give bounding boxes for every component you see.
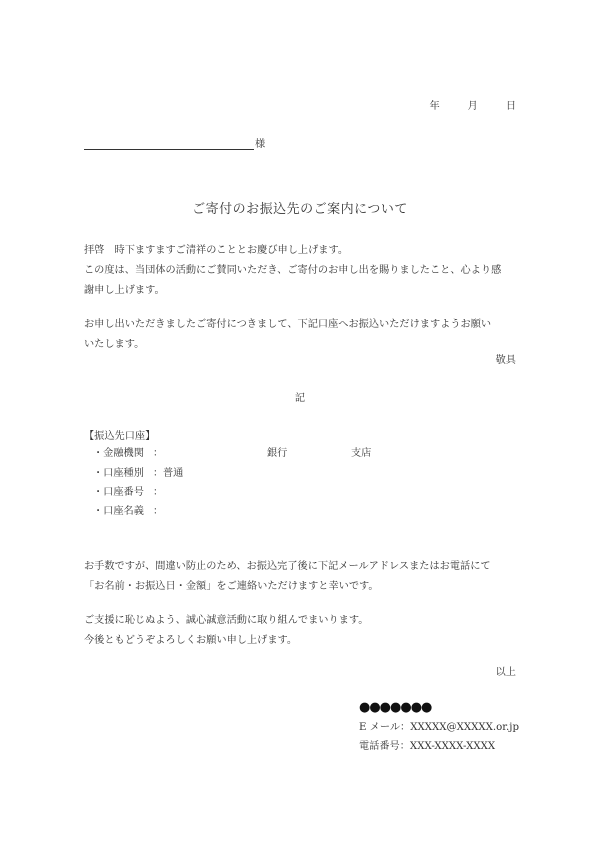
addressee-suffix: 様 <box>255 139 266 150</box>
date-year: 年 <box>429 101 440 112</box>
ki-marker: 記 <box>294 393 306 404</box>
sender-phone: 電話番号：XXX-XXXX-XXXX <box>359 741 496 752</box>
account-row-type: ・口座種別 ：普通 <box>93 468 184 479</box>
closing-keigu: 敬具 <box>495 355 516 366</box>
account-row-bank: ・金融機関 ： <box>93 448 164 459</box>
account-row-label: ・口座種別 <box>93 468 144 479</box>
document-title: ご寄付のお振込先のご案内について <box>192 202 408 217</box>
sender-email: E メール：XXXXX@XXXXX.or.jp <box>359 722 519 733</box>
account-heading: 【振込先口座】 <box>84 431 156 442</box>
closing-ijou: 以上 <box>495 667 516 678</box>
date-month: 月 <box>467 101 478 112</box>
greeting-line-3: 謝申し上げます。 <box>84 285 165 296</box>
greeting-line-2: この度は、当団体の活動にご賛同いただき、ご寄付のお申し出を賜りましたこと、心より感 <box>84 265 502 276</box>
account-row-label: ・口座番号 <box>93 487 144 498</box>
branch-suffix: 支店 <box>351 448 372 459</box>
account-row-label: ・口座名義 <box>93 506 144 517</box>
notice-line-2: 「お名前・お振込日・金額」をご連絡いただけますと幸いです。 <box>84 581 379 592</box>
account-row-number: ・口座番号 ： <box>93 487 164 498</box>
account-row-holder: ・口座名義 ： <box>93 506 164 517</box>
request-line-1: お申し出いただきましたご寄付につきまして、下記口座へお振込いただけますようお願い <box>84 319 492 330</box>
account-row-value: 普通 <box>163 468 184 479</box>
account-row-label: ・金融機関 <box>93 448 144 459</box>
date-day: 日 <box>505 101 516 112</box>
notice-line-1: お手数ですが、間違い防止のため、お振込完了後に下記メールアドレスまたはお電話にて <box>84 561 491 572</box>
thanks-line-2: 今後ともどうぞよろしくお願い申し上げます。 <box>84 635 298 646</box>
addressee-blank-line <box>84 149 254 150</box>
request-line-2: いたします。 <box>84 339 145 350</box>
bank-suffix: 銀行 <box>267 448 288 459</box>
date-line <box>429 100 516 114</box>
greeting-line-1: 拝啓 時下ますますご清祥のこととお慶び申し上げます。 <box>84 245 349 256</box>
sender-name: ●●●●●●● <box>359 700 432 715</box>
thanks-line-1: ご支援に恥じぬよう、誠心誠意活動に取り組んでまいります。 <box>84 615 369 626</box>
